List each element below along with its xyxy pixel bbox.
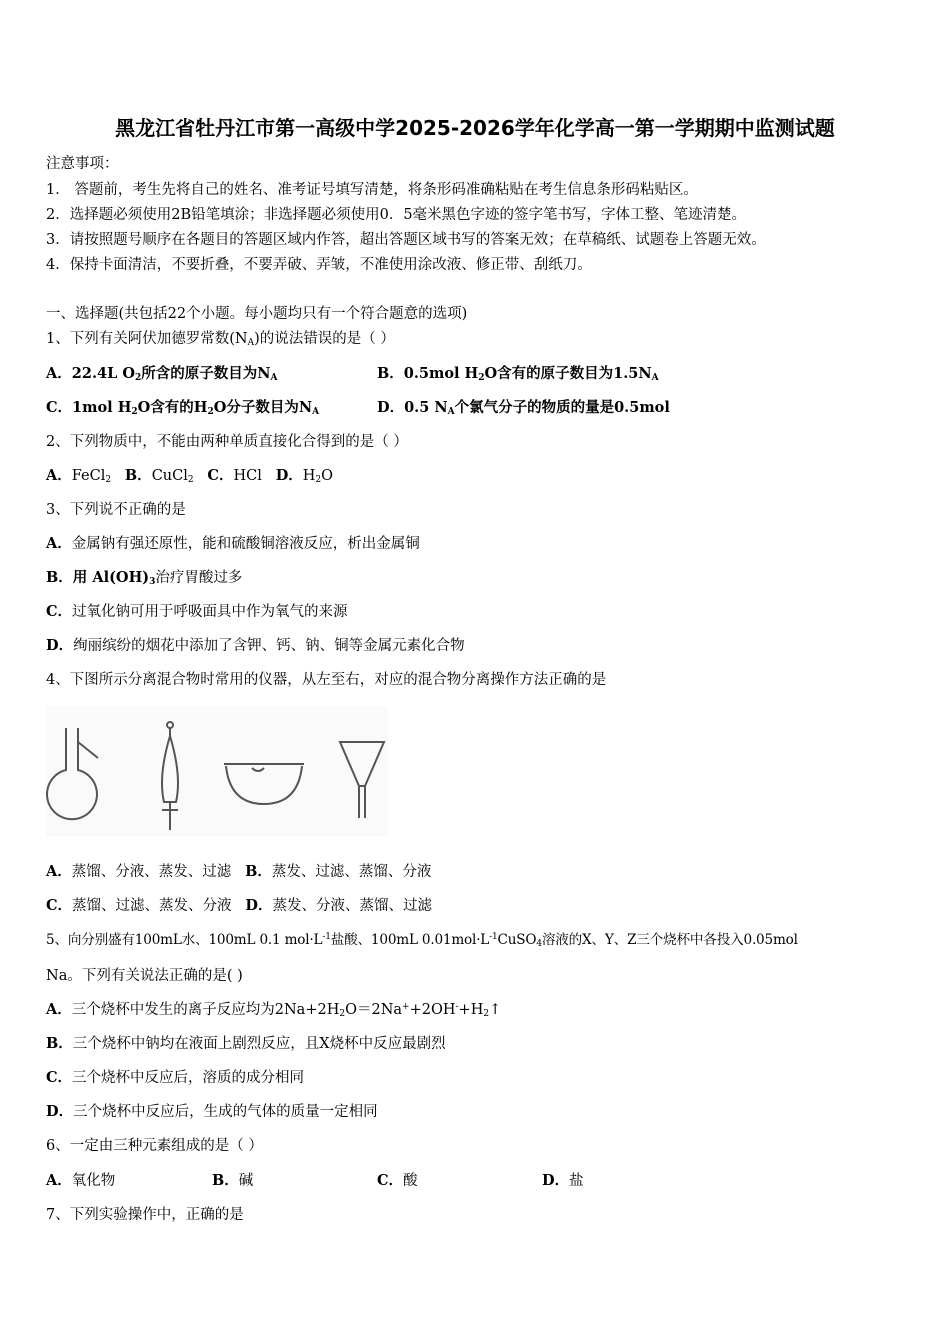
question-4-stem: 4、下图所示分离混合物时常用的仪器，从左至右，对应的混合物分离操作方法正确的是 xyxy=(46,672,607,688)
question-7-stem: 7、下列实验操作中，正确的是 xyxy=(46,1207,244,1223)
notice-item: 1． 答题前，考生先将自己的姓名、准考证号填写清楚，将条形码准确粘贴在考生信息条形码粘贴区。 xyxy=(46,182,698,198)
q3-option-a: A．金属钠有强还原性，能和硫酸铜溶液反应，析出金属铜 xyxy=(46,535,420,552)
q6-option-b: B．碱 xyxy=(212,1172,254,1189)
q6-option-a: A．氧化物 xyxy=(46,1172,116,1189)
notice-item: 2．选择题必须使用2B铅笔填涂；非选择题必须使用0．5毫米黑色字迹的签字笔书写，字体工整、笔迹清楚。 xyxy=(46,207,747,223)
q1-option-b: B．0.5mol $H_2O$含有的原子数目为$1.5N_A$ xyxy=(377,365,659,383)
section-heading: 一、选择题(共包括22个小题。每小题均只有一个符合题意的选项) xyxy=(46,306,468,322)
question-5-stem: 5、向分别盛有100mL水、100mL 0.1 $mol\cdot L^{-1}$盐酸、100mL $0.01mol\cdot L^{-1}CuSO_4$溶液的X、Y、Z三个烧杯中各投入0.05mol xyxy=(46,932,798,949)
q4-options-row1: A．蒸馏、分液、蒸发、过滤 B．蒸发、过滤、蒸馏、分液 xyxy=(46,863,432,880)
notice-item: 4．保持卡面清洁，不要折叠，不要弄破、弄皱，不准使用涂改液、修正带、刮纸刀。 xyxy=(46,257,592,273)
q5-option-b: B．三个烧杯中钠均在液面上剧烈反应，且X烧杯中反应最剧烈 xyxy=(46,1035,446,1052)
q5-option-a: A．三个烧杯中发生的离子反应均为$2Na+2H_2O=2Na^++2OH^-+H_2↑$ xyxy=(46,1001,502,1019)
question-6-stem: 6、一定由三种元素组成的是（ ） xyxy=(46,1138,263,1154)
q4-options-row2: C．蒸馏、过滤、蒸发、分液 D．蒸发、分液、蒸馏、过滤 xyxy=(46,897,432,914)
notice-item: 3．请按照题号顺序在各题目的答题区域内作答，超出答题区域书写的答案无效；在草稿纸、试题卷上答题无效。 xyxy=(46,232,766,248)
q1-option-d: D．0.5 $N_A$个氯气分子的物质的量是0.5mol xyxy=(377,399,670,417)
q5-option-c: C．三个烧杯中反应后，溶质的成分相同 xyxy=(46,1069,305,1086)
q5-option-d: D．三个烧杯中反应后，生成的气体的质量一定相同 xyxy=(46,1103,378,1120)
q3-option-c: C．过氧化钠可用于呼吸面具中作为氧气的来源 xyxy=(46,603,348,620)
q3-option-b: B．用 $Al(OH)_3$治疗胃酸过多 xyxy=(46,569,243,587)
notice-heading: 注意事项： xyxy=(46,156,119,172)
question-3-stem: 3、下列说不正确的是 xyxy=(46,502,186,518)
question-2-stem: 2、下列物质中，不能由两种单质直接化合得到的是（ ） xyxy=(46,434,408,450)
q6-option-d: D．盐 xyxy=(542,1172,584,1189)
q6-option-c: C．酸 xyxy=(377,1172,418,1189)
lab-apparatus-figure xyxy=(46,706,388,836)
q2-options: A．FeCl$_2$ B．CuCl$_2$ C．HCl D．$H_2O$ xyxy=(46,467,334,485)
q3-option-d: D．绚丽缤纷的烟花中添加了含钾、钙、钠、铜等金属元素化合物 xyxy=(46,637,465,654)
page-title: 黑龙江省牡丹江市第一高级中学2025-2026学年化学高一第一学期期中监测试题 xyxy=(115,116,835,140)
question-5-stem-line2: Na。下列有关说法正确的是( ) xyxy=(46,968,243,984)
q1-option-c: C．1mol $H_2O$含有的$H_2O$分子数目为$N_A$ xyxy=(46,399,320,417)
question-1-stem: 1、下列有关阿伏加德罗常数$(N_A)$的说法错误的是（ ） xyxy=(46,331,395,348)
q1-option-a: A．22.4L $O_2$所含的原子数目为$N_A$ xyxy=(46,365,278,383)
